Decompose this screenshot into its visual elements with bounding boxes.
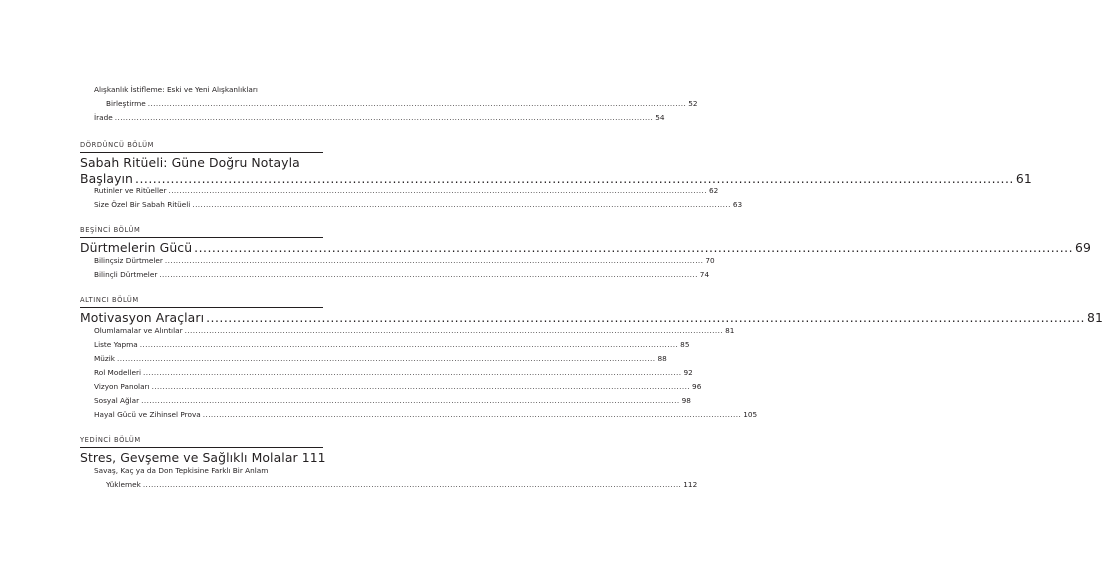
chapter-label: YEDİNCİ BÖLÜM bbox=[80, 436, 141, 444]
toc-entry bbox=[94, 85, 322, 94]
toc-entry-title: Bilinçli Dürtmeler bbox=[94, 270, 158, 279]
leader-dots bbox=[194, 240, 1073, 255]
leader-dots bbox=[148, 99, 686, 108]
toc-entry bbox=[94, 256, 715, 265]
toc-entry bbox=[94, 368, 693, 377]
chapter-rule bbox=[80, 307, 323, 308]
toc-entry-title: İrade bbox=[94, 113, 113, 122]
toc-entry-title: Hayal Gücü ve Zihinsel Prova bbox=[94, 410, 201, 419]
toc-entry bbox=[106, 480, 698, 489]
leader-dots bbox=[185, 326, 723, 335]
toc-entry-title: Rutinler ve Ritüeller bbox=[94, 186, 167, 195]
leader-dots bbox=[143, 480, 681, 489]
chapter-label: BEŞİNCİ BÖLÜM bbox=[80, 226, 141, 234]
toc-entry-title: Vizyon Panoları bbox=[94, 382, 150, 391]
toc-entry-title: Rol Modelleri bbox=[94, 368, 142, 377]
toc-entry-title: Liste Yapma bbox=[94, 340, 138, 349]
leader-dots bbox=[141, 396, 679, 405]
toc-entry-page: 92 bbox=[683, 368, 693, 377]
chapter-rule bbox=[80, 447, 323, 448]
leader-dots bbox=[140, 340, 678, 349]
leader-dots bbox=[159, 270, 697, 279]
toc-entry-page: 112 bbox=[683, 480, 698, 489]
chapter-label: ALTINCI BÖLÜM bbox=[80, 296, 139, 304]
toc-entry bbox=[94, 466, 322, 475]
chapter-title bbox=[80, 310, 1103, 325]
toc-entry bbox=[94, 200, 743, 209]
chapter-label: DÖRDÜNCÜ BÖLÜM bbox=[80, 141, 154, 149]
chapter-title bbox=[80, 450, 326, 465]
leader-dots bbox=[203, 410, 741, 419]
toc-entry-title: Alışkanlık İstifleme: Eski ve Yeni Alışkanlıkları bbox=[94, 85, 258, 94]
toc-entry-title: Size Özel Bir Sabah Ritüeli bbox=[94, 200, 191, 209]
chapter-page: 111 bbox=[301, 450, 326, 465]
chapter-rule bbox=[80, 152, 323, 153]
toc-entry-title: Müzik bbox=[94, 354, 116, 363]
chapter-rule bbox=[80, 237, 323, 238]
leader-dots bbox=[135, 171, 1014, 186]
leader-dots bbox=[117, 354, 655, 363]
toc-entry bbox=[94, 396, 691, 405]
toc-entry-page: 74 bbox=[699, 270, 710, 279]
toc-entry-page: 96 bbox=[692, 382, 702, 391]
toc-entry-title: Olumlamalar ve Alıntılar bbox=[94, 326, 183, 335]
toc-entry-page: 85 bbox=[680, 340, 690, 349]
toc-entry bbox=[94, 340, 690, 349]
toc-entry-title: Bilinçsiz Dürtmeler bbox=[94, 256, 163, 265]
leader-dots bbox=[206, 310, 1085, 325]
toc-entry bbox=[94, 354, 667, 363]
toc-entry bbox=[94, 326, 735, 335]
toc-entry-page: 70 bbox=[705, 256, 715, 265]
leader-dots bbox=[143, 368, 681, 377]
toc-entry-page: 54 bbox=[655, 113, 665, 122]
toc-entry bbox=[106, 99, 698, 108]
chapter-page: 61 bbox=[1015, 171, 1032, 186]
toc-entry bbox=[94, 113, 665, 122]
chapter-title-text: Motivasyon Araçları bbox=[80, 310, 205, 325]
toc-entry-page: 63 bbox=[732, 200, 743, 209]
toc-entry-page: 52 bbox=[688, 99, 698, 108]
leader-dots bbox=[165, 256, 703, 265]
toc-entry bbox=[94, 270, 710, 279]
toc-entry bbox=[94, 186, 719, 195]
chapter-title bbox=[80, 155, 322, 170]
chapter-title bbox=[80, 240, 1091, 255]
toc-entry-page: 98 bbox=[681, 396, 691, 405]
chapter-title-text: Dürtmelerin Gücü bbox=[80, 240, 193, 255]
chapter-page: 69 bbox=[1075, 240, 1091, 255]
leader-dots bbox=[192, 200, 730, 209]
chapter-title bbox=[80, 171, 1032, 186]
toc-entry-page: 81 bbox=[725, 326, 735, 335]
toc-entry bbox=[94, 410, 758, 419]
chapter-title-line1: Sabah Ritüeli: Güne Doğru Notayla bbox=[80, 155, 300, 170]
leader-dots bbox=[115, 113, 653, 122]
leader-dots bbox=[168, 186, 706, 195]
chapter-title-text: Stres, Gevşeme ve Sağlıklı Molalar bbox=[80, 450, 298, 465]
toc-entry-title: Yüklemek bbox=[106, 480, 141, 489]
toc-entry-title: Savaş, Kaç ya da Don Tepkisine Farklı Bir Anlam bbox=[94, 466, 269, 475]
chapter-title-line2: Başlayın bbox=[80, 171, 134, 186]
chapter-page: 81 bbox=[1086, 310, 1103, 325]
toc-entry-page: 105 bbox=[743, 410, 758, 419]
toc-entry-page: 88 bbox=[657, 354, 667, 363]
toc-entry bbox=[94, 382, 702, 391]
leader-dots bbox=[152, 382, 690, 391]
toc-entry-title: Sosyal Ağlar bbox=[94, 396, 140, 405]
toc-entry-page: 62 bbox=[708, 186, 719, 195]
toc-entry-title: Birleştirme bbox=[106, 99, 146, 108]
